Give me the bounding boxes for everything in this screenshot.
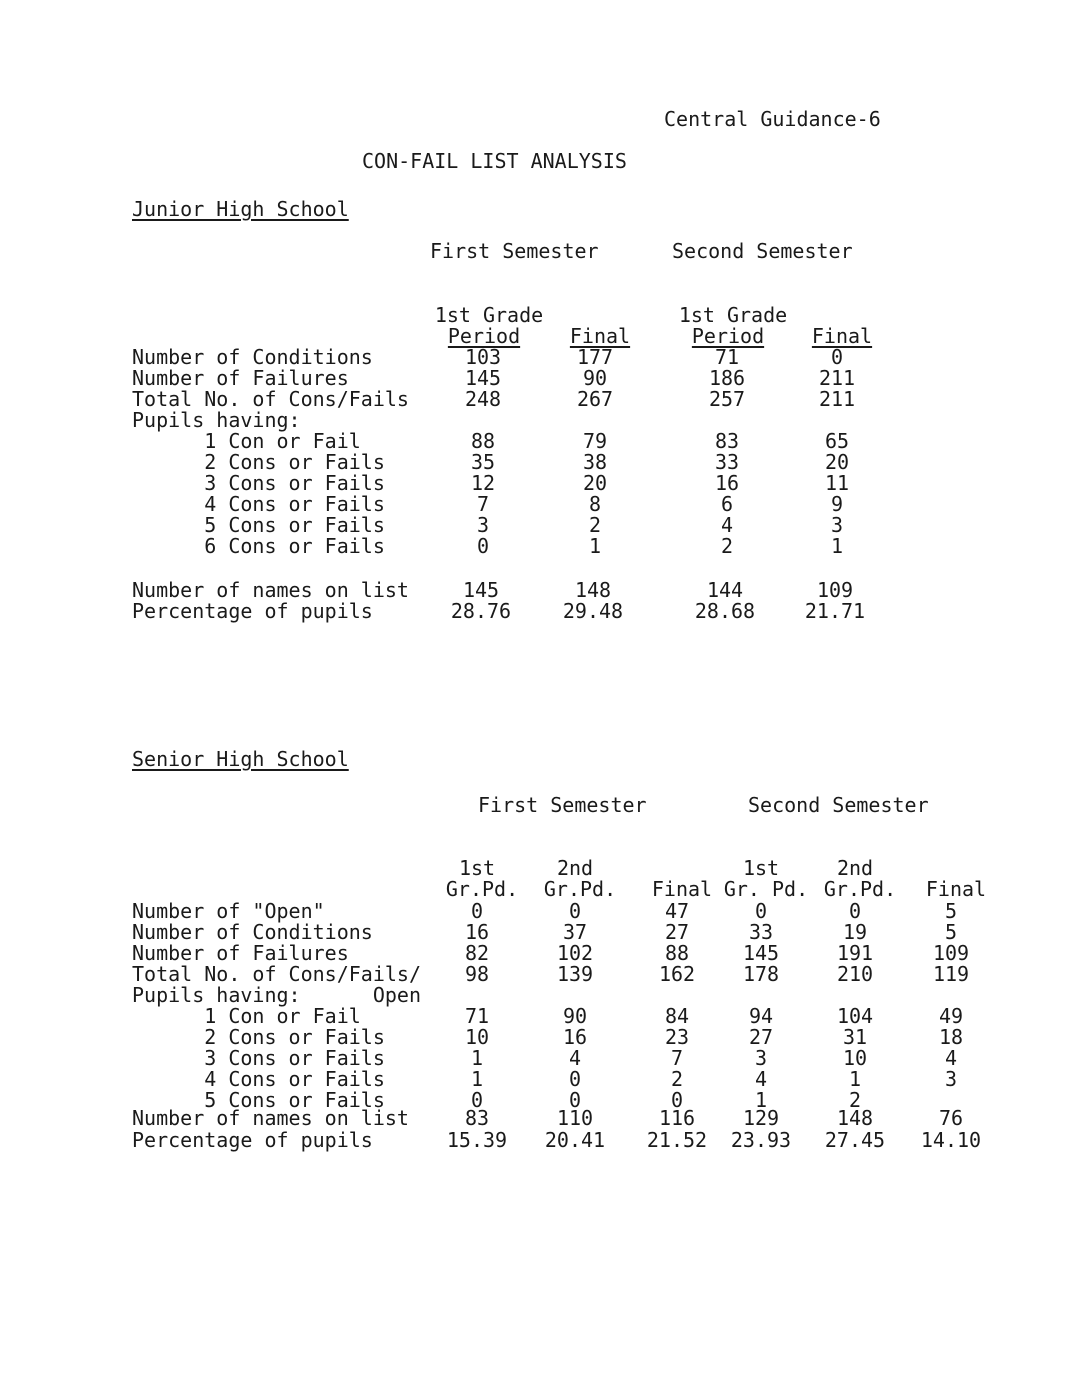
junior-row-label: 1 Con or Fail (132, 429, 361, 453)
junior-cell: 248 (464, 387, 502, 411)
junior-cell: 3 (830, 513, 844, 537)
senior-cell: 15.39 (446, 1128, 508, 1152)
junior-cell: 79 (582, 429, 608, 453)
senior-col-top: 2nd (836, 856, 874, 880)
senior-row-label: Number of Conditions (132, 920, 373, 944)
senior-cell: 2 (670, 1067, 684, 1091)
junior-cell: 4 (720, 513, 734, 537)
junior-summary-cell: 144 (706, 578, 744, 602)
senior-cell: 1 (470, 1046, 484, 1070)
senior-cell: 10 (464, 1025, 490, 1049)
junior-cell: 186 (708, 366, 746, 390)
junior-cell: 177 (576, 345, 614, 369)
senior-col-top: 1st (742, 856, 780, 880)
junior-col-header: Period (447, 324, 521, 348)
senior-row-label: 3 Cons or Fails (132, 1046, 385, 1070)
senior-row-label: Pupils having: Open (132, 983, 421, 1007)
senior-cell: 90 (562, 1004, 588, 1028)
junior-summary-cell: 21.71 (804, 599, 866, 623)
senior-row-label: Total No. of Cons/Fails/ (132, 962, 421, 986)
junior-cell: 2 (588, 513, 602, 537)
senior-heading: Senior High School (132, 747, 349, 771)
senior-cell: 4 (944, 1046, 958, 1070)
senior-cell: 1 (470, 1067, 484, 1091)
senior-row-label: 1 Con or Fail (132, 1004, 361, 1028)
senior-cell: 20.41 (544, 1128, 606, 1152)
junior-cell: 90 (582, 366, 608, 390)
junior-summary-cell: 28.68 (694, 599, 756, 623)
senior-cell: 5 (944, 899, 958, 923)
junior-cell: 20 (824, 450, 850, 474)
senior-cell: 0 (848, 899, 862, 923)
junior-heading: Junior High School (132, 197, 349, 221)
junior-col-header: Final (811, 324, 873, 348)
junior-cell: 0 (476, 534, 490, 558)
junior-cell: 65 (824, 429, 850, 453)
senior-col-header: Gr.Pd. (823, 877, 897, 901)
senior-row-label: Number of names on list (132, 1106, 409, 1130)
senior-cell: 4 (568, 1046, 582, 1070)
senior-col-top: 2nd (556, 856, 594, 880)
senior-cell: 0 (470, 899, 484, 923)
junior-cell: 16 (714, 471, 740, 495)
senior-cell: 27 (664, 920, 690, 944)
senior-cell: 145 (742, 941, 780, 965)
junior-row-label: Number of Failures (132, 366, 349, 390)
senior-cell: 0 (670, 1088, 684, 1112)
junior-summary-cell: 28.76 (450, 599, 512, 623)
junior-cell: 103 (464, 345, 502, 369)
senior-cell: 5 (944, 920, 958, 944)
junior-col-top: 1st Grade (434, 303, 544, 327)
senior-cell: 83 (464, 1106, 490, 1130)
junior-summary-cell: 148 (574, 578, 612, 602)
senior-cell: 71 (464, 1004, 490, 1028)
senior-cell: 102 (556, 941, 594, 965)
senior-cell: 21.52 (646, 1128, 708, 1152)
junior-cell: 0 (830, 345, 844, 369)
junior-row-label: Pupils having: (132, 408, 301, 432)
senior-cell: 23.93 (730, 1128, 792, 1152)
senior-cell: 1 (754, 1088, 768, 1112)
junior-row-label: 3 Cons or Fails (132, 471, 385, 495)
senior-cell: 18 (938, 1025, 964, 1049)
junior-cell: 145 (464, 366, 502, 390)
senior-cell: 148 (836, 1106, 874, 1130)
senior-cell: 116 (658, 1106, 696, 1130)
senior-cell: 0 (470, 1088, 484, 1112)
senior-cell: 47 (664, 899, 690, 923)
junior-cell: 7 (476, 492, 490, 516)
junior-cell: 33 (714, 450, 740, 474)
senior-cell: 7 (670, 1046, 684, 1070)
junior-cell: 88 (470, 429, 496, 453)
junior-cell: 257 (708, 387, 746, 411)
senior-cell: 31 (842, 1025, 868, 1049)
junior-summary-cell: 109 (816, 578, 854, 602)
senior-cell: 94 (748, 1004, 774, 1028)
junior-cell: 35 (470, 450, 496, 474)
senior-sem2-heading: Second Semester (748, 793, 929, 817)
senior-cell: 1 (848, 1067, 862, 1091)
senior-cell: 37 (562, 920, 588, 944)
senior-cell: 4 (754, 1067, 768, 1091)
senior-cell: 14.10 (920, 1128, 982, 1152)
senior-cell: 178 (742, 962, 780, 986)
junior-cell: 20 (582, 471, 608, 495)
senior-cell: 33 (748, 920, 774, 944)
junior-row-label: 2 Cons or Fails (132, 450, 385, 474)
junior-cell: 8 (588, 492, 602, 516)
junior-col-header: Final (569, 324, 631, 348)
junior-summary-label: Percentage of pupils (132, 599, 373, 623)
senior-cell: 119 (932, 962, 970, 986)
junior-cell: 6 (720, 492, 734, 516)
senior-cell: 129 (742, 1106, 780, 1130)
senior-row-label: Percentage of pupils (132, 1128, 373, 1152)
junior-cell: 3 (476, 513, 490, 537)
senior-cell: 104 (836, 1004, 874, 1028)
junior-cell: 9 (830, 492, 844, 516)
senior-cell: 109 (932, 941, 970, 965)
junior-row-label: 4 Cons or Fails (132, 492, 385, 516)
senior-cell: 191 (836, 941, 874, 965)
junior-row-label: Number of Conditions (132, 345, 373, 369)
junior-sem1-heading: First Semester (430, 239, 599, 263)
senior-cell: 16 (464, 920, 490, 944)
senior-cell: 76 (938, 1106, 964, 1130)
junior-row-label: Total No. of Cons/Fails (132, 387, 409, 411)
senior-cell: 10 (842, 1046, 868, 1070)
senior-row-label: 2 Cons or Fails (132, 1025, 385, 1049)
senior-col-top: 1st (458, 856, 496, 880)
junior-col-header: Period (691, 324, 765, 348)
senior-col-header: Final (651, 877, 713, 901)
senior-row-label: 5 Cons or Fails (132, 1088, 385, 1112)
senior-cell: 49 (938, 1004, 964, 1028)
junior-cell: 11 (824, 471, 850, 495)
page-corner-label: Central Guidance-6 (664, 107, 881, 131)
senior-cell: 0 (754, 899, 768, 923)
senior-row-label: 4 Cons or Fails (132, 1067, 385, 1091)
junior-row-label: 5 Cons or Fails (132, 513, 385, 537)
junior-summary-label: Number of names on list (132, 578, 409, 602)
junior-summary-cell: 145 (462, 578, 500, 602)
junior-cell: 1 (830, 534, 844, 558)
senior-col-header: Gr. Pd. (723, 877, 809, 901)
senior-col-header: Final (925, 877, 987, 901)
senior-cell: 84 (664, 1004, 690, 1028)
senior-cell: 2 (848, 1088, 862, 1112)
senior-cell: 19 (842, 920, 868, 944)
senior-cell: 27 (748, 1025, 774, 1049)
junior-cell: 83 (714, 429, 740, 453)
junior-cell: 12 (470, 471, 496, 495)
senior-sem1-heading: First Semester (478, 793, 647, 817)
junior-cell: 71 (714, 345, 740, 369)
senior-cell: 98 (464, 962, 490, 986)
senior-row-label: Number of "Open" (132, 899, 325, 923)
junior-sem2-heading: Second Semester (672, 239, 853, 263)
senior-row-label: Number of Failures (132, 941, 349, 965)
junior-summary-cell: 29.48 (562, 599, 624, 623)
senior-col-header: Gr.Pd. (445, 877, 519, 901)
senior-cell: 16 (562, 1025, 588, 1049)
senior-cell: 88 (664, 941, 690, 965)
junior-cell: 211 (818, 387, 856, 411)
senior-cell: 27.45 (824, 1128, 886, 1152)
senior-cell: 139 (556, 962, 594, 986)
junior-cell: 38 (582, 450, 608, 474)
senior-cell: 162 (658, 962, 696, 986)
junior-col-top: 1st Grade (678, 303, 788, 327)
senior-cell: 0 (568, 1088, 582, 1112)
senior-col-header: Gr.Pd. (543, 877, 617, 901)
senior-cell: 82 (464, 941, 490, 965)
senior-cell: 110 (556, 1106, 594, 1130)
senior-cell: 0 (568, 899, 582, 923)
junior-cell: 267 (576, 387, 614, 411)
junior-cell: 1 (588, 534, 602, 558)
page-title: CON-FAIL LIST ANALYSIS (362, 149, 627, 173)
junior-cell: 2 (720, 534, 734, 558)
junior-cell: 211 (818, 366, 856, 390)
senior-cell: 0 (568, 1067, 582, 1091)
senior-cell: 210 (836, 962, 874, 986)
senior-cell: 23 (664, 1025, 690, 1049)
junior-row-label: 6 Cons or Fails (132, 534, 385, 558)
senior-cell: 3 (754, 1046, 768, 1070)
senior-cell: 3 (944, 1067, 958, 1091)
